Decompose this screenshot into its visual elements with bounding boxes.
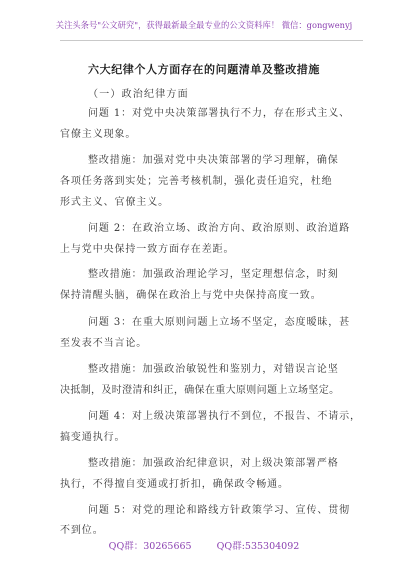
body-line: 问题 2：在政治立场、政治方向、政治原则、政治道路 xyxy=(88,223,351,234)
promo-banner: 关注头条号"公文研究"，获得最新最全最专业的公文资料库！ 微信：gongwenyj xyxy=(55,20,353,30)
contact-footer xyxy=(0,538,408,552)
qq-group-1: QQ群：30265665 xyxy=(108,541,192,552)
body-line: 问题 1：对党中央决策部署执行不力，存在形式主义、 xyxy=(88,108,351,119)
body-line: 至发表不当言论。 xyxy=(60,338,148,349)
header-divider xyxy=(60,40,363,41)
body-line: 不到位。 xyxy=(60,525,104,536)
body-line: 形式主义、官僚主义。 xyxy=(60,197,169,208)
body-line: 问题 5：对党的理论和路线方针政策学习、宣传、贯彻 xyxy=(88,505,351,516)
body-line: 整改措施：加强政治理论学习，坚定理想信念，时刻 xyxy=(88,269,339,280)
body-line: 问题 3：在重大原则问题上立场不坚定，态度暧昧，甚 xyxy=(88,317,351,328)
document-title: 六大纪律个人方面存在的问题清单及整改措施 xyxy=(88,63,320,76)
body-line: 决抵制，及时澄清和纠正，确保在重大原则问题上立场坚定。 xyxy=(60,385,340,396)
body-line: 整改措施：加强政治敏锐性和鉴别力，对错误言论坚 xyxy=(88,364,339,375)
body-line: 整改措施：加强对党中央决策部署的学习理解，确保 xyxy=(88,155,339,166)
body-line: 问题 4：对上级决策部署执行不到位，不报告、不请示， xyxy=(88,411,361,422)
qq-group-2: QQ群:535304092 xyxy=(216,541,300,552)
body-line: 保持清醒头脑，确保在政治上与党中央保持高度一致。 xyxy=(60,290,322,301)
body-line: 执行，不得擅自变通或打折扣，确保政令畅通。 xyxy=(60,479,289,490)
body-line: 各项任务落到实处；完善考核机制，强化责任追究，杜绝 xyxy=(60,176,333,187)
body-line: 官僚主义现象。 xyxy=(60,129,137,140)
section-heading: （一）政治纪律方面 xyxy=(88,89,189,100)
body-line: 搞变通执行。 xyxy=(60,432,126,443)
body-line: 上与党中央保持一致方面存在差距。 xyxy=(60,244,235,255)
body-line: 整改措施：加强政治纪律意识，对上级决策部署严格 xyxy=(88,458,339,469)
